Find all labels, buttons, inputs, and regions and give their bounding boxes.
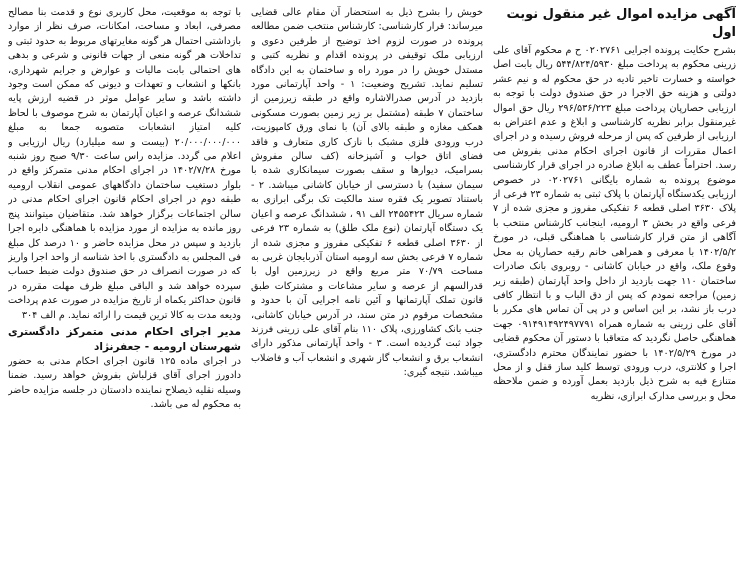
notice-column-1 [493,6,736,560]
notice-body-part-3: با توجه به موقعیت، محل کاربری نوع و قدمت بنا مصالح مصرفی، ابعاد و مساحت، امکانات، صرف نظر از موارد بازداشتی احتمال هر گونه مغایرتهای مربوط به حدود ثبتی و تداخلات هر گونه منعی از جهات قانونی و شرعی و بدهی های احتمالی بابت مالیات و عوارض و جرایم شهرداری، بانکها و انشعاب و تعهدات و دیونی که ممکن است وجود داشته باشد و سایر عوامل موثر در قضیه ارزش پایه ششدانگ عرصه و اعیان آپارتمان به شرح موصوف با لحاظ کلیه امتیاز انشعابات متصوبه جمعا به مبلغ ۲۰/۰۰۰/۰۰۰/۰۰۰ (بیست و سه میلیارد) ریال ارزیابی و اعلام می گردد. مزایده راس ساعت ۹/۳۰ صبح روز شنبه مورخ ۱۴۰۲/۷/۲۸ در اجرای احکام مدنی متمرکز واقع در بلوار دستغیب ساختمان دادگاههای عمومی انقلاب ارومیه طبقه دوم در اجرای احکام قانون اجرای احکام مدنی در سالن اجتماعات برگزار خواهد شد. متقاضیان میتوانند پنج روز مانده به مزایده از مورد مزایده با هماهنگی دایره اجرا بازدید و سپس در محل مزایده حاضر و ۱۰ درصد کل مبلغ فی المجلس به دادگستری با اخذ شناسه از واحد اجرا واریز که در صورت انصراف در حق صندوق دولت ضبط حساب سپرده خواهد شد و الباقی مبلغ ظرف مهلت مقرره در قانون حداکثر یکماه از تاریخ مزایده در صورت عدم پرداخت ودیعه مدت به کالا ترین قیمت را ارائه نماید. م الف ۳۰۴ [8,7,241,321]
notice-column-2 [251,6,483,560]
notice-title: آگهی مزایده اموال غیر منقول نوبت اول [506,7,736,40]
notice-body-part-2: خویش را بشرح ذیل به استحضار آن مقام عالی قضایی میرساند: قرار کارشناسی: کارشناس منتخب ضمن مطالعه پرونده در صورت لزوم اخذ توضیح از طرفین دعوی و ارزیابی ملک توقیفی در پرونده اقدام و نظریه کتبی و مستدل خویش را در مورد راه و ساختمان به این دادگاه تسلیم نماید. تشریح وضعیت: ۱ - واحد آپارتمانی مورد بازدید در آدرس صدرالاشاره واقع در طبقه زیرزمین از ساختمان ۷ طبقه (مشتمل بر زیر زمین بصورت مسکونی همکف مغازه و طبقه بالای آن) با نمای ورق کامپوزیت، درب ورودی فلزی مشبک با نازک کاری متعارف و فاقد فضای اتاق خواب و آشپزخانه (کف سالن مفروش بسرامیک، دیوارها و سقف بصورت سیمانکاری شده با سیمان سفید) با دسترسی از خیابان کاشانی میباشد. ۲ - باستناد تصویر یک فقره سند مالکیت تک برگی ابرازی به شماره سریال ۲۴۵۵۴۲۳ الف ۹۱ ، ششدانگ عرصه و اعیان یک دستگاه آپارتمان (نوع ملک طلق) به شماره ۲۳ فرعی از ۳۶۳۰ اصلی قطعه ۶ تفکیکی مفروز و مجزی شده از شماره ۷ فرعی بخش سه ارومیه استان آذربایجان غربی به مساحت ۷۰/۷۹ متر مربع واقع در زیرزمین اول با قدرالسهم از عرصه و سایر مشاعات و مشترکات طبق قانون تملک آپارتمانها و آئین نامه اجرایی آن با حدود و مشخصات مرقوم در متن سند، در آدرس خیابان کاشانی، جنب بانک کشاورزی، پلاک ۱۱۰ بنام آقای علی زرینی فرزند جواد ثبت گردیده است. ۳ - واحد آپارتمانی مذکور دارای انشعاب برق و انشعاب گاز شهری و انشعاب آب و فاضلاب میباشد. نتیجه گیری: [251,7,483,379]
notice-column-3 [8,6,241,560]
notice-columns [8,6,736,560]
signature-block [8,325,241,355]
notice-body-part-1: بشرح حکایت پرونده اجرایی ۰۲۰۲۷۶۱ ح م محکوم آقای علی زرینی محکوم به پرداخت مبلغ ۵۴۴/۸۲۴/۵۹۳۰ ریال بابت اصل خواسته و خسارت تاخیر تادیه در حق محکوم له و نیم عشر دولتی و هزینه حق الاجرا در حق صندوق دولت با توجه به ارزیابی حصارپان پرداخت مبلغ ۲۹۶/۵۳۶/۲۲۳ ریال حق اموال غیرمنقول برابر نظریه کارشناسی و ابلاغ و عدم اعتراض به ارزیابی از طرفین که پس از مرحله فروش رسیده و در اجرای اعمال مقررات از قانون اجرای احکام مدنی بفروش می رسد. احتراماً عطف به ابلاغ صادره در اجرای قرار کارشناسی موضوع پرونده به شماره بایگانی ۰۲۰۲۷۶۱ در خصوص ارزیابی یکدستگاه آپارتمان با پلاک ثبتی به شماره ۲۳ فرعی از پلاک ۳۶۳۰ اصلی قطعه ۶ تفکیکی مفروز و مجزی شده از ۷ فرعی واقع در بخش ۳ ارومیه، اینجانب کارشناس منتخب با آگاهی از متن قرار کارشناسی با هماهنگی قبلی، در مورخ ۱۴۰۲/۵/۲ با معرفی و همراهی خانم رقیه حصارپان به محل وقوع ملک، واقع در خیابان کاشانی - روبروی بانک صادرات ساختمان ۱۱۰ جهت بازدید از داخل واحد آپارتمان (طبقه زیر زمین) مراجعه نمودم که پس از دق الباب و با انتظار کافی درب باز نشد، بر این اساس و در پی آن تماس های مکرر با آقای علی زرینی به شماره همراه ۰۹۱۴۹۱۴۹۲۴۹۷۷۹۱ جهت هماهنگی حاصل نگردید که متعاقبا با دستور آن محکوم قضایی در مورخ ۱۴۰۲/۵/۲۹ با حضور نمایندگان محترم دادگستری، اجرا و کلانتری، درب ورودی توسط کلید ساز قفل و از محل متنازع فیه به شرح ذیل بازدید بعمل آورده و ضمن ملاحظه محل و بررسی مدارک ابرازی، نظریه [493,45,736,402]
signature-title: مدیر اجرای احکام مدنی متمرکز دادگستری شهرستان ارومیه - جعفرنژاد [8,325,241,353]
notice-footer-text: در اجرای ماده ۱۲۵ قانون اجرای احکام مدنی به حضور دادورز اجرای آقای قزلباش بفروش خواهد رسید. ضمنا وسیله نقلیه ذیصلاح نماینده دادستان در جلسه مزایده حاضر به محکوم له می باشد. [8,355,241,411]
